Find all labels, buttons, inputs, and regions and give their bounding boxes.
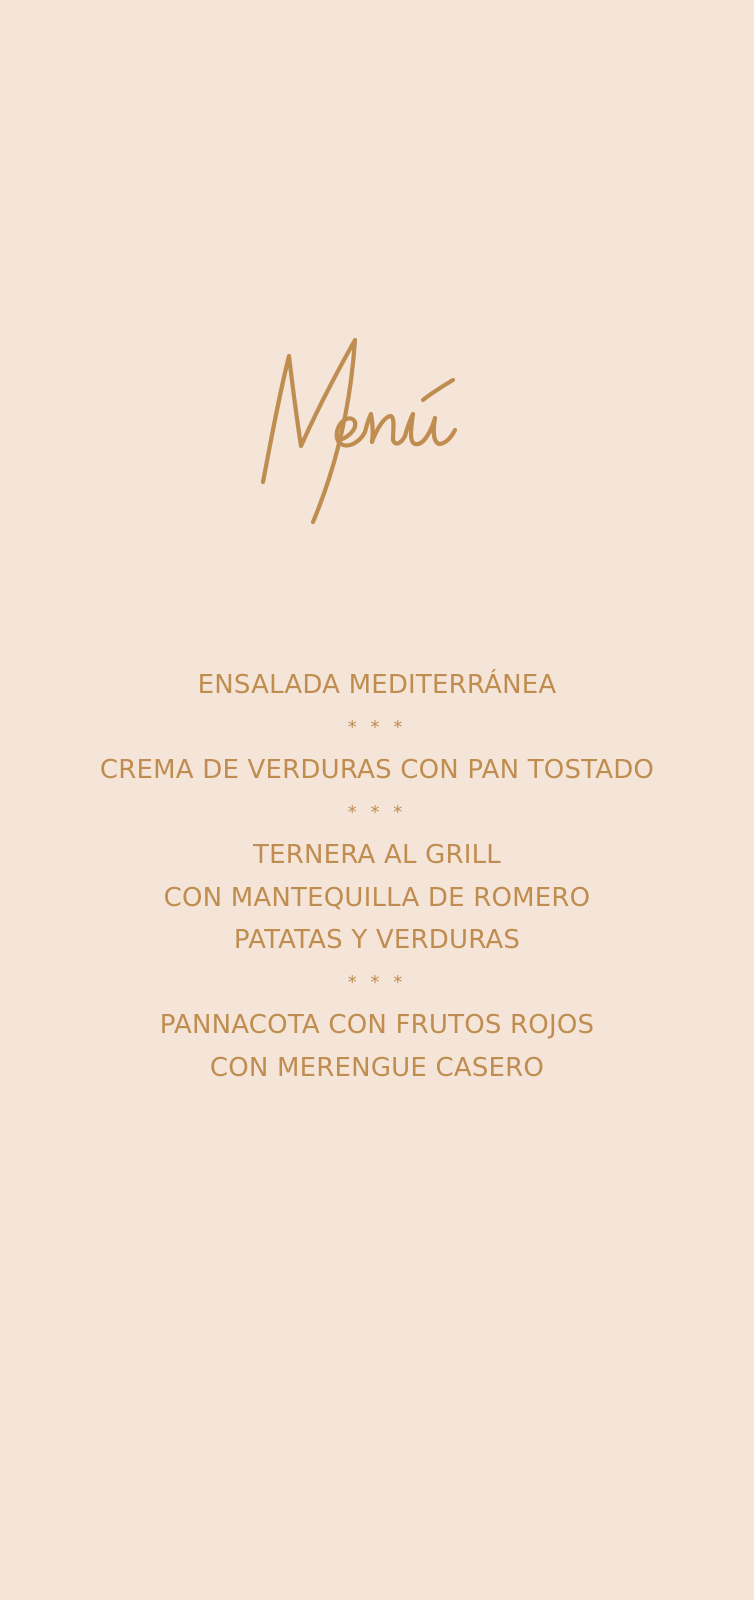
course-line: TERNERA AL GRILL bbox=[253, 840, 501, 870]
course-line: CON MERENGUE CASERO bbox=[209, 1052, 545, 1083]
course-line: ENSALADA MEDITERRÁNEA bbox=[197, 670, 557, 700]
course-3 bbox=[0, 834, 754, 962]
course-1 bbox=[0, 664, 754, 707]
course-4 bbox=[0, 1004, 754, 1089]
menu-title-text bbox=[227, 540, 228, 541]
course-list bbox=[0, 664, 754, 1089]
course-line: PANNACOTA CON FRUTOS ROJOS bbox=[159, 1010, 595, 1040]
course-separator: * * * bbox=[347, 716, 407, 738]
menu-title-script bbox=[227, 320, 527, 540]
menu-title bbox=[227, 320, 527, 540]
course-separator: * * * bbox=[347, 801, 407, 823]
course-2 bbox=[0, 749, 754, 792]
course-line: CREMA DE VERDURAS CON PAN TOSTADO bbox=[99, 755, 655, 785]
course-line: CON MANTEQUILLA DE ROMERO bbox=[163, 882, 591, 913]
course-line: PATATAS Y VERDURAS bbox=[233, 925, 521, 955]
course-separator: * * * bbox=[347, 971, 407, 993]
